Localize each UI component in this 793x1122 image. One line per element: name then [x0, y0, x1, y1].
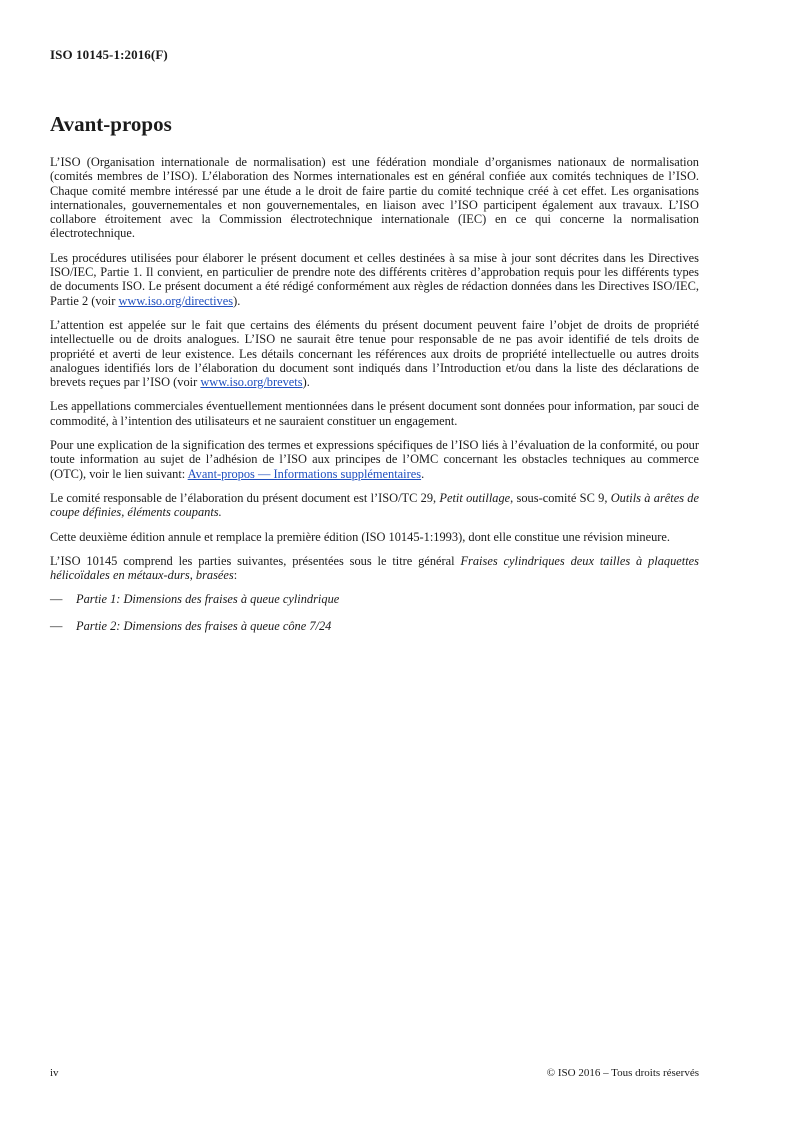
paragraph-text: L’attention est appelée sur le fait que certains des éléments du présent document peuvent faire l’objet de droits de propriété intellectuelle ou de droits analogues. L’ISO ne saurait être tenue pour responsable de ne pas avoir identifié de tels droits de propriété et averti de leur existence. Les détails concernant les références aux droits de propriété intellectuelle ou autres droits analogues identifiés lors de l’élaboration du document sont indiqués dans l’Introduction et/ou dans la liste des déclarations de brevets reçues par l’ISO (voir — [50, 317, 699, 390]
page-number: iv — [50, 1067, 59, 1079]
paragraph-text: , sous-comité SC 9, — [510, 490, 611, 505]
page-title: Avant-propos — [50, 112, 172, 136]
list-dash: — — [50, 592, 63, 607]
foreword-body — [50, 155, 699, 645]
paragraph-parts-intro — [50, 554, 699, 583]
paragraph-text: . — [421, 466, 425, 481]
paragraph-patent-rights — [50, 318, 699, 389]
paragraph-iso-intro: L’ISO (Organisation internationale de normalisation) est une fédération mondiale d’organismes nationaux de normalisation (comités membres de l’ISO). L’élaboration des Normes internationales est en général confiée aux comités techniques de l’ISO. Chaque comité membre intéressé par une étude a le droit de faire partie du comité technique créé à cet effet. Les organisations internationales, gouvernementales et non gouvernementales, en liaison avec l’ISO participent également aux travaux. L’ISO collabore étroitement avec la Commission électrotechnique internationale (IEC) en ce qui concerne la normalisation électrotechnique. — [50, 155, 699, 241]
paragraph-conformity — [50, 438, 699, 481]
list-item — [50, 592, 699, 606]
general-title: Fraises cylindriques deux tailles à plaquettes hélicoïdales en métaux-durs, brasées — [50, 553, 699, 583]
supplementary-info-link[interactable]: Avant-propos — Informations supplémentaires — [187, 466, 422, 481]
subcommittee-title: Outils à arêtes de coupe définies, éléments coupants. — [50, 490, 699, 520]
paragraph-text: Les procédures utilisées pour élaborer le présent document et celles destinées à sa mise à jour sont décrites dans les Directives ISO/IEC, Partie 1. Il convient, en particulier de prendre note des différents critères d’approbation requis pour les différents types de documents ISO. Le présent document a été rédigé conformément aux règles de rédaction données dans les Directives ISO/IEC, Partie 2 (voir — [50, 250, 699, 308]
paragraph-text: ). — [302, 375, 310, 390]
paragraph-text: L’ISO 10145 comprend les parties suivantes, présentées sous le titre général — [50, 553, 461, 568]
paragraph-trade-names: Les appellations commerciales éventuellement mentionnées dans le présent document sont données pour information, par souci de commodité, à l’intention des utilisateurs et ne sauraient constituer un engagement. — [50, 399, 699, 428]
paragraph-text: : — [233, 568, 238, 583]
list-dash: — — [50, 618, 63, 633]
list-item-text: Partie 2: Dimensions des fraises à queue cône 7/24 — [76, 618, 332, 633]
list-item-text: Partie 1: Dimensions des fraises à queue cylindrique — [76, 592, 340, 607]
document-id: ISO 10145-1:2016(F) — [50, 47, 168, 62]
paragraph-committee — [50, 491, 699, 520]
paragraph-text: ). — [233, 293, 241, 308]
copyright-notice: © ISO 2016 – Tous droits réservés — [546, 1067, 699, 1079]
paragraph-procedures — [50, 251, 699, 308]
list-item — [50, 619, 699, 633]
directives-link[interactable]: www.iso.org/directives — [118, 293, 234, 308]
patents-link[interactable]: www.iso.org/brevets — [200, 375, 303, 390]
paragraph-text: Le comité responsable de l’élaboration du présent document est l’ISO/TC 29, — [50, 490, 440, 505]
paragraph-edition: Cette deuxième édition annule et remplace la première édition (ISO 10145-1:1993), dont elle constitue une révision mineure. — [50, 529, 671, 544]
paragraph-text: Pour une explication de la signification des termes et expressions spécifiques de l’ISO liés à l’évaluation de la conformité, ou pour toute information au sujet de l’adhésion de l’ISO aux principes de l’OMC concernant les obstacles techniques au commerce (OTC), voir le lien suivant: — [50, 438, 699, 481]
committee-title: Petit outillage — [439, 490, 511, 505]
